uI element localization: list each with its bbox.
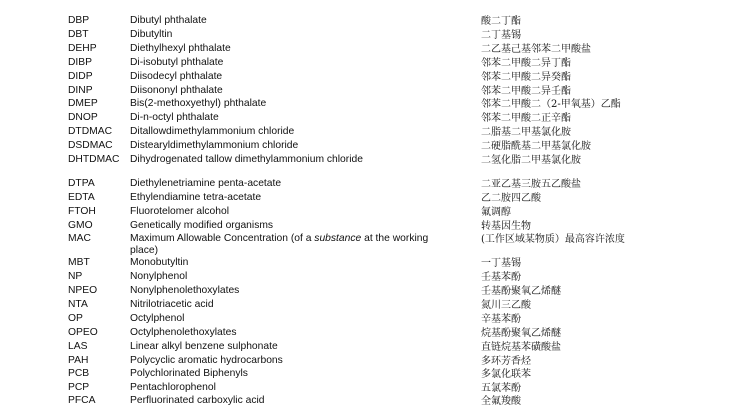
abbreviation: MBT [68,257,90,268]
chinese-term: 壬基酚聚氧乙烯醚 [481,286,561,297]
chinese-term: 邻苯二甲酸二（2-甲氧基）乙酯 [481,99,621,110]
english-term: Pentachlorophenol [130,382,216,393]
chinese-term: 二乙基己基邻苯二甲酸盐 [481,44,591,55]
chinese-term: 氟调醇 [481,207,511,218]
english-term: Linear alkyl benzene sulphonate [130,341,278,352]
chinese-term: 五氯苯酚 [481,383,521,394]
chinese-term: 氮川三乙酸 [481,300,531,311]
abbreviation: GMO [68,220,93,231]
english-term: Nonylphenol [130,271,188,282]
abbreviation: DIBP [68,57,93,68]
abbreviation: DIDP [68,71,93,82]
english-term: Genetically modified organisms [130,220,274,231]
chinese-term: 多氯化联苯 [481,369,531,380]
abbreviation: PAH [68,355,89,366]
english-term: Di-isobutyl phthalate [130,57,224,68]
chinese-term: 邻苯二甲酸二正辛酯 [481,113,571,124]
english-term: Polychlorinated Biphenyls [130,368,248,379]
english-term: Nonylphenolethoxylates [130,285,240,296]
english-term: Dihydrogenated tallow dimethylammonium chloride [130,154,363,165]
term-text: Maximum Allowable Concentration (of a [130,233,315,244]
abbreviation: DSDMAC [68,140,113,151]
english-term: Diisodecyl phthalate [130,71,223,82]
abbreviation: DMEP [68,98,98,109]
abbreviation: OPEO [68,327,98,338]
abbreviation: DEHP [68,43,97,54]
abbreviation: NPEO [68,285,98,296]
abbreviation: OP [68,313,83,324]
chinese-term: 二丁基锡 [481,30,521,41]
chinese-term: 邻苯二甲酸二异癸酯 [481,72,571,83]
chinese-term: 二亚乙基三胺五乙酸盐 [481,179,581,190]
abbreviation: NTA [68,299,88,310]
english-term: Distearyldimethylammonium chloride [130,140,299,151]
english-term: Diethylenetriamine penta-acetate [130,178,282,189]
term-emphasis: substance [314,233,362,244]
chinese-term: 烷基酚聚氧乙烯醚 [481,328,561,339]
english-term: Dibutyltin [130,29,173,40]
chinese-term: 壬基苯酚 [481,272,521,283]
chinese-term: 二氢化脂二甲基氯化胺 [481,155,581,166]
chinese-term: (工作区域某物质）最高容许浓度 [481,234,625,245]
abbreviation: DTPA [68,178,95,189]
english-term: Perfluorinated carboxylic acid [130,395,265,406]
abbreviation: DINP [68,85,93,96]
english-term: Dibutyl phthalate [130,15,207,26]
abbreviation: PFCA [68,395,96,406]
chinese-term: 直链烷基苯磺酸盐 [481,342,561,353]
term-text: at the working place) [130,233,429,256]
english-term: Polycyclic aromatic hydrocarbons [130,355,283,366]
abbreviation: DTDMAC [68,126,113,137]
chinese-term: 转基因生物 [481,221,531,232]
english-term: Diethylhexyl phthalate [130,43,231,54]
abbreviation: FTOH [68,206,96,217]
abbreviation: DNOP [68,112,98,123]
english-term: Ditallowdimethylammonium chloride [130,126,295,137]
abbreviation: DHTDMAC [68,154,120,165]
chinese-term: 二脂基二甲基氯化胺 [481,127,571,138]
chinese-term: 多环芳香烃 [481,356,531,367]
english-term: Bis(2-methoxyethyl) phthalate [130,98,267,109]
abbreviation: EDTA [68,192,95,203]
english-term: Monobutyltin [130,257,189,268]
abbreviation: PCP [68,382,90,393]
chinese-term: 一丁基锡 [481,258,521,269]
english-term: Di-n-octyl phthalate [130,112,219,123]
chinese-term: 邻苯二甲酸二异壬酯 [481,86,571,97]
chinese-term: 邻苯二甲酸二异丁酯 [481,58,571,69]
chinese-term: 辛基苯酚 [481,314,521,325]
abbreviation: MAC [68,233,91,244]
english-term: Octylphenol [130,313,185,324]
chinese-term: 全氟羧酸 [481,396,521,407]
chinese-term: 酸二丁酯 [481,16,521,27]
abbreviation: DBT [68,29,89,40]
abbreviation: NP [68,271,83,282]
english-term: Diisononyl phthalate [130,85,223,96]
english-term: Fluorotelomer alcohol [130,206,230,217]
abbreviation: DBP [68,15,90,26]
english-term: Nitrilotriacetic acid [130,299,214,310]
english-term: Ethylendiamine tetra-acetate [130,192,262,203]
chinese-term: 乙二胺四乙酸 [481,193,541,204]
abbreviation: LAS [68,341,88,352]
english-term: Octylphenolethoxylates [130,327,237,338]
chinese-term: 二硬脂酰基二甲基氯化胺 [481,141,591,152]
english-term [130,233,448,257]
abbreviation: PCB [68,368,90,379]
